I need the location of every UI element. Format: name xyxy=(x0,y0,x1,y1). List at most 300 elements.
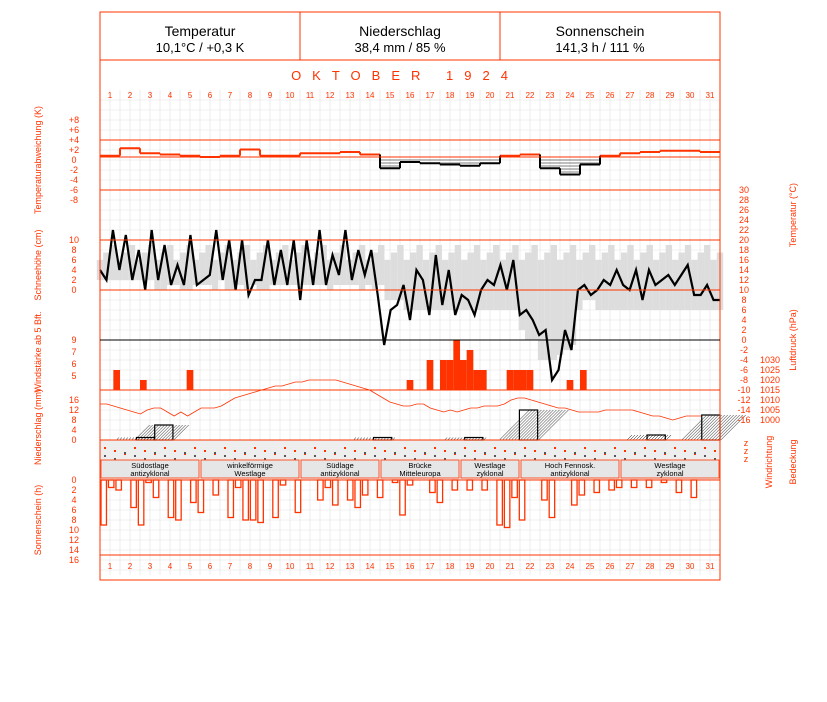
sunshine-bar xyxy=(243,480,248,520)
precip-tick: 12 xyxy=(68,405,80,415)
cloud-cover-dot xyxy=(184,452,186,454)
temperature-value: 10,1°C / +0,3 K xyxy=(155,40,245,55)
temp-anomaly-tick: +2 xyxy=(68,145,80,155)
temperature-band-segment xyxy=(678,253,684,311)
precip-hatch xyxy=(174,425,189,440)
wind-direction-dot xyxy=(534,450,536,452)
sunshine-bar xyxy=(333,480,338,505)
pressure-tick: 1025 xyxy=(759,365,781,375)
cloud-cover-dot xyxy=(494,455,496,457)
wind-direction-dot xyxy=(224,447,226,449)
wind-bar xyxy=(440,360,447,390)
wind-direction-dot xyxy=(314,447,316,449)
temperature-tick: 14 xyxy=(738,265,750,275)
wind-bar xyxy=(427,360,434,390)
day-label-top: 5 xyxy=(187,91,193,100)
day-label-top: 22 xyxy=(525,91,535,100)
precip-hatch xyxy=(642,435,647,440)
wind-direction-dot xyxy=(714,450,716,452)
axis-labels xyxy=(33,106,798,555)
temperature-tick: 2 xyxy=(741,325,747,335)
wind-direction-dot xyxy=(254,447,256,449)
wind-direction-dot xyxy=(104,447,106,449)
temperature-tick: 16 xyxy=(738,255,750,265)
day-label-top: 15 xyxy=(385,91,395,100)
sunshine-bar xyxy=(452,480,457,490)
pressure-tick: 1005 xyxy=(759,405,781,415)
cloud-cover-dot xyxy=(344,455,346,457)
wind-direction-dot xyxy=(234,450,236,452)
sunshine-bar xyxy=(579,480,584,495)
sunshine-title: Sonnenschein xyxy=(555,23,645,39)
weather-type-label: antizyklonal xyxy=(550,469,590,478)
pressure-tick: 1020 xyxy=(759,375,781,385)
wind-direction-dot xyxy=(504,450,506,452)
wind-tick: 7 xyxy=(71,347,77,357)
wind-direction-dot xyxy=(584,447,586,449)
temperature-band-segment xyxy=(704,245,710,310)
temperature-band-segment xyxy=(615,260,621,310)
cloud-cover-dot xyxy=(104,455,106,457)
snow-tick: 0 xyxy=(71,285,77,295)
cloud-cover-dot xyxy=(254,455,256,457)
sunshine-bar xyxy=(131,480,136,508)
cloud-cover-axis-label: Bedeckung xyxy=(788,439,798,485)
day-label-top: 11 xyxy=(305,91,315,100)
wind-direction-tick: z xyxy=(743,446,749,456)
wind-bar xyxy=(513,370,520,390)
temperature-tick: 12 xyxy=(738,275,750,285)
precip-tick: 0 xyxy=(71,435,77,445)
precip-hatch xyxy=(636,435,641,440)
temp-anomaly-tick: -2 xyxy=(69,165,79,175)
cloud-cover-dot xyxy=(284,455,286,457)
pressure-tick: 1000 xyxy=(759,415,781,425)
temperature-tick: -12 xyxy=(737,395,751,405)
day-label-bottom: 4 xyxy=(167,562,173,571)
wind-direction-dot xyxy=(284,447,286,449)
wind-direction-dot xyxy=(194,447,196,449)
day-label-top: 13 xyxy=(345,91,355,100)
wind-direction-axis-label: Windrichtung xyxy=(764,435,774,489)
wind-direction-dot xyxy=(674,447,676,449)
temperature-tick: -8 xyxy=(739,375,749,385)
cloud-cover-dot xyxy=(524,455,526,457)
wind-direction-dot xyxy=(204,450,206,452)
day-label-top: 20 xyxy=(485,91,495,100)
sunshine-bar xyxy=(542,480,547,500)
wind-bar xyxy=(473,370,480,390)
weather-type-label: Westlage xyxy=(234,469,266,478)
summary-header xyxy=(156,23,645,55)
day-label-bottom: 22 xyxy=(525,562,535,571)
day-label-bottom: 7 xyxy=(227,562,233,571)
wind-direction-dot xyxy=(614,447,616,449)
weather-type-label: winkelförmige xyxy=(227,461,273,470)
sunshine-value: 141,3 h / 111 % xyxy=(555,40,645,55)
temperature-tick: 24 xyxy=(738,215,750,225)
pressure-tick: 1030 xyxy=(759,355,781,365)
sunshine-bar xyxy=(437,480,442,503)
cloud-cover-dot xyxy=(134,455,136,457)
wind-direction-dot xyxy=(164,447,166,449)
snow-tick: 4 xyxy=(71,265,77,275)
cloud-cover-dot xyxy=(314,455,316,457)
temperature-tick: 8 xyxy=(741,295,747,305)
day-label-bottom: 31 xyxy=(705,562,715,571)
wind-bar xyxy=(580,370,587,390)
weather-type-label: zyklonal xyxy=(656,469,684,478)
day-label-top: 12 xyxy=(325,91,335,100)
day-label-bottom: 14 xyxy=(365,562,375,571)
wind-direction-dot xyxy=(114,450,116,452)
temp-anomaly-tick: +8 xyxy=(68,115,80,125)
day-label-bottom: 17 xyxy=(425,562,435,571)
wind-direction-dot xyxy=(144,450,146,452)
sunshine-bar xyxy=(616,480,621,488)
wind-direction-dot xyxy=(434,447,436,449)
sunshine-bar xyxy=(377,480,382,498)
sunshine-bar xyxy=(355,480,360,508)
temperature-band-segment xyxy=(461,260,467,310)
sunshine-bar xyxy=(572,480,577,505)
weather-type-label: Brücke xyxy=(408,461,432,470)
sunshine-tick: 10 xyxy=(68,525,80,535)
wind-direction-dot xyxy=(564,450,566,452)
temp-anomaly-tick: -6 xyxy=(69,185,79,195)
snow-axis-label: Schneehöhe (cm) xyxy=(33,229,43,301)
day-label-bottom: 9 xyxy=(267,562,273,571)
sunshine-bar xyxy=(348,480,353,500)
sunshine-bar xyxy=(609,480,614,490)
wind-bar xyxy=(520,370,527,390)
snow-tick: 10 xyxy=(68,235,80,245)
wind-direction-tick: z xyxy=(743,438,749,448)
sunshine-bar xyxy=(138,480,143,525)
sunshine-bar xyxy=(594,480,599,493)
temp-anomaly-tick: -8 xyxy=(69,195,79,205)
wind-direction-dot xyxy=(294,450,296,452)
sunshine-tick: 4 xyxy=(71,495,77,505)
temperature-band-segment xyxy=(538,260,544,360)
day-label-bottom: 24 xyxy=(565,562,575,571)
cloud-cover-dot xyxy=(554,455,556,457)
sunshine-bar xyxy=(295,480,300,513)
sunshine-bar xyxy=(228,480,233,518)
sunshine-tick: 2 xyxy=(71,485,77,495)
precip-hatch xyxy=(633,435,638,440)
wind-direction-dot xyxy=(624,450,626,452)
precip-bar xyxy=(702,415,720,440)
cloud-cover-dot xyxy=(584,455,586,457)
day-label-top: 6 xyxy=(207,91,213,100)
cloud-cover-dot xyxy=(304,452,306,454)
sunshine-tick: 16 xyxy=(68,555,80,565)
temperature-tick: -4 xyxy=(739,355,749,365)
day-label-bottom: 29 xyxy=(665,562,675,571)
precip-tick: 16 xyxy=(68,395,80,405)
sunshine-bar xyxy=(318,480,323,500)
wind-direction-dot xyxy=(554,447,556,449)
temperature-band-segment xyxy=(583,253,589,301)
pressure-axis-label: Luftdruck (hPa) xyxy=(788,309,798,371)
day-label-top: 25 xyxy=(585,91,595,100)
day-label-top: 19 xyxy=(465,91,475,100)
weather-type-label: Westlage xyxy=(654,461,686,470)
day-label-top: 18 xyxy=(445,91,455,100)
precip-axis-label: Niederschlag (mm) xyxy=(33,388,43,466)
day-label-bottom: 16 xyxy=(405,562,415,571)
day-label-bottom: 23 xyxy=(545,562,555,571)
sunshine-bar xyxy=(430,480,435,493)
wind-direction-dot xyxy=(354,450,356,452)
cloud-cover-dot xyxy=(464,455,466,457)
sunshine-bar xyxy=(646,480,651,488)
cloud-cover-dot xyxy=(604,452,606,454)
pressure-tick: 1015 xyxy=(759,385,781,395)
day-label-bottom: 8 xyxy=(247,562,253,571)
sunshine-bar xyxy=(325,480,330,488)
sunshine-bar xyxy=(512,480,517,498)
cloud-cover-dot xyxy=(194,455,196,457)
cloud-cover-dot xyxy=(694,452,696,454)
wind-bar xyxy=(567,380,574,390)
sunshine-bar xyxy=(497,480,502,525)
temperature-tick: 10 xyxy=(738,285,750,295)
temp-anomaly-tick: +6 xyxy=(68,125,80,135)
cloud-cover-dot xyxy=(434,455,436,457)
wind-direction-dot xyxy=(644,447,646,449)
day-label-bottom: 20 xyxy=(485,562,495,571)
cloud-cover-dot xyxy=(514,452,516,454)
temperature-title: Temperatur xyxy=(164,23,236,39)
pressure-tick: 1010 xyxy=(759,395,781,405)
month-title: OKTOBER 1924 xyxy=(291,68,519,83)
sunshine-bar xyxy=(280,480,285,485)
wind-bar xyxy=(527,370,534,390)
snow-tick: 8 xyxy=(71,245,77,255)
wind-direction-dot xyxy=(654,450,656,452)
wind-direction-dot xyxy=(594,450,596,452)
temperature-tick: 30 xyxy=(738,185,750,195)
cloud-cover-dot xyxy=(484,452,486,454)
cloud-cover-dot xyxy=(274,452,276,454)
wind-bar xyxy=(447,360,454,390)
day-label-bottom: 18 xyxy=(445,562,455,571)
temperature-band-segment xyxy=(212,260,218,290)
day-label-top: 8 xyxy=(247,91,253,100)
day-label-bottom: 13 xyxy=(345,562,355,571)
temperature-band-segment xyxy=(551,245,557,360)
wind-bar xyxy=(507,370,514,390)
cloud-cover-dot xyxy=(704,455,706,457)
wind-direction-dot xyxy=(404,447,406,449)
temperature-tick: 4 xyxy=(741,315,747,325)
cloud-cover-dot xyxy=(124,452,126,454)
wind-tick: 6 xyxy=(71,359,77,369)
temperature-band-segment xyxy=(519,260,525,330)
weather-type-label: Hoch Fennosk. xyxy=(544,461,596,470)
sunshine-bar xyxy=(101,480,106,525)
wind-direction-dot xyxy=(344,447,346,449)
day-label-top: 14 xyxy=(365,91,375,100)
day-label-top: 24 xyxy=(565,91,575,100)
wind-axis-label: Windstärke ab 5 Bft. xyxy=(33,311,43,393)
wind-direction-dot xyxy=(134,447,136,449)
temperature-tick: -16 xyxy=(737,415,751,425)
temperature-band-segment xyxy=(384,260,390,300)
wind-direction-dot xyxy=(324,450,326,452)
cloud-cover-dot xyxy=(224,455,226,457)
sunshine-bar xyxy=(691,480,696,498)
sunshine-bar xyxy=(176,480,181,520)
day-label-bottom: 15 xyxy=(385,562,395,571)
temperature-tick: -6 xyxy=(739,365,749,375)
sunshine-bar xyxy=(400,480,405,515)
wind-direction-dot xyxy=(414,450,416,452)
temperature-tick: 28 xyxy=(738,195,750,205)
day-label-bottom: 6 xyxy=(207,562,213,571)
day-label-top: 17 xyxy=(425,91,435,100)
wind-direction-dot xyxy=(524,447,526,449)
temperature-axis-label: Temperatur (°C) xyxy=(788,182,798,248)
day-label-top: 9 xyxy=(267,91,273,100)
wind-bar xyxy=(113,370,120,390)
wind-bar xyxy=(407,380,414,390)
sunshine-tick: 12 xyxy=(68,535,80,545)
sunshine-bar xyxy=(116,480,121,490)
sunshine-bar xyxy=(273,480,278,518)
day-label-bottom: 5 xyxy=(187,562,193,571)
temp-anomaly-tick: +4 xyxy=(68,135,80,145)
precip-hatch xyxy=(630,435,635,440)
sunshine-tick: 6 xyxy=(71,505,77,515)
day-label-top: 26 xyxy=(605,91,615,100)
temperature-band-segment xyxy=(698,253,704,311)
precip-hatch xyxy=(627,435,632,440)
cloud-cover-dot xyxy=(154,452,156,454)
day-label-bottom: 21 xyxy=(505,562,515,571)
sunshine-bar xyxy=(504,480,509,528)
weather-type-label: zyklonal xyxy=(476,469,504,478)
cloud-cover-dot xyxy=(634,452,636,454)
sunshine-bar xyxy=(362,480,367,495)
temp-anomaly-tick: -4 xyxy=(69,175,79,185)
day-label-bottom: 26 xyxy=(605,562,615,571)
cloud-cover-dot xyxy=(454,452,456,454)
weather-type-label: Westlage xyxy=(474,461,506,470)
temperature-tick: -10 xyxy=(737,385,751,395)
day-label-bottom: 3 xyxy=(147,562,153,571)
temperature-tick: 6 xyxy=(741,305,747,315)
day-label-bottom: 27 xyxy=(625,562,635,571)
sunshine-bar xyxy=(213,480,218,495)
wind-tick: 5 xyxy=(71,371,77,381)
sunshine-bar xyxy=(153,480,158,498)
day-label-top: 3 xyxy=(147,91,153,100)
temperature-tick: -14 xyxy=(737,405,751,415)
day-label-top: 7 xyxy=(227,91,233,100)
cloud-cover-dot xyxy=(214,452,216,454)
cloud-cover-dot xyxy=(424,452,426,454)
sunshine-bar xyxy=(631,480,636,488)
wind-direction-dot xyxy=(494,447,496,449)
temperature-band-segment xyxy=(525,253,531,341)
weather-type-label: Mitteleuropa xyxy=(399,469,441,478)
sunshine-bar xyxy=(467,480,472,490)
sunshine-bar xyxy=(235,480,240,488)
sunshine-tick: 0 xyxy=(71,475,77,485)
temp-anomaly-axis-label: Temperaturabweichung (K) xyxy=(33,105,43,215)
wind-bar xyxy=(467,350,474,390)
sunshine-bar xyxy=(250,480,255,520)
precipitation-title: Niederschlag xyxy=(359,23,441,39)
precip-hatch xyxy=(666,435,671,440)
wind-direction-dot xyxy=(474,450,476,452)
temperature-band-segment xyxy=(378,245,384,285)
day-label-bottom: 11 xyxy=(305,562,315,571)
cloud-cover-dot xyxy=(404,455,406,457)
wind-bar xyxy=(460,360,467,390)
sunshine-bar xyxy=(108,480,113,488)
cloud-cover-dot xyxy=(244,452,246,454)
day-label-bottom: 30 xyxy=(685,562,695,571)
day-label-top: 30 xyxy=(685,91,695,100)
sunshine-tick: 8 xyxy=(71,515,77,525)
sunshine-axis-label: Sonnenschein (h) xyxy=(33,484,43,556)
weather-type-label: antizyklonal xyxy=(320,469,360,478)
cloud-cover-dot xyxy=(574,452,576,454)
sunshine-bar xyxy=(676,480,681,493)
day-label-bottom: 1 xyxy=(107,562,113,571)
wind-direction-dot xyxy=(264,450,266,452)
sunshine-bar xyxy=(168,480,173,518)
day-label-bottom: 10 xyxy=(285,562,295,571)
day-label-bottom: 19 xyxy=(465,562,475,571)
temperature-tick: 20 xyxy=(738,235,750,245)
day-label-top: 23 xyxy=(545,91,555,100)
sunshine-bar xyxy=(407,480,412,485)
sunshine-bar xyxy=(519,480,524,520)
temperature-band-segment xyxy=(122,253,128,281)
cloud-cover-dot xyxy=(364,452,366,454)
temperature-tick: 0 xyxy=(741,335,747,345)
day-label-bottom: 12 xyxy=(325,562,335,571)
cloud-cover-dot xyxy=(674,455,676,457)
wind-bar xyxy=(187,370,194,390)
cloud-cover-dot xyxy=(644,455,646,457)
cloud-cover-dot xyxy=(374,455,376,457)
temperature-band-segment xyxy=(391,253,397,301)
day-label-top: 28 xyxy=(645,91,655,100)
weather-type-label: Südlage xyxy=(326,461,354,470)
day-label-bottom: 28 xyxy=(645,562,655,571)
wind-tick: 9 xyxy=(71,335,77,345)
precip-tick: 4 xyxy=(71,425,77,435)
precip-tick: 8 xyxy=(71,415,77,425)
day-label-top: 4 xyxy=(167,91,173,100)
cloud-cover-dot xyxy=(664,452,666,454)
wind-direction-dot xyxy=(704,447,706,449)
day-label-bottom: 25 xyxy=(585,562,595,571)
sunshine-tick: 14 xyxy=(68,545,80,555)
cloud-cover-dot xyxy=(394,452,396,454)
snow-tick: 6 xyxy=(71,255,77,265)
wind-bar xyxy=(453,340,460,390)
day-label-top: 29 xyxy=(665,91,675,100)
cloud-cover-dot xyxy=(164,455,166,457)
temperature-tick: 18 xyxy=(738,245,750,255)
